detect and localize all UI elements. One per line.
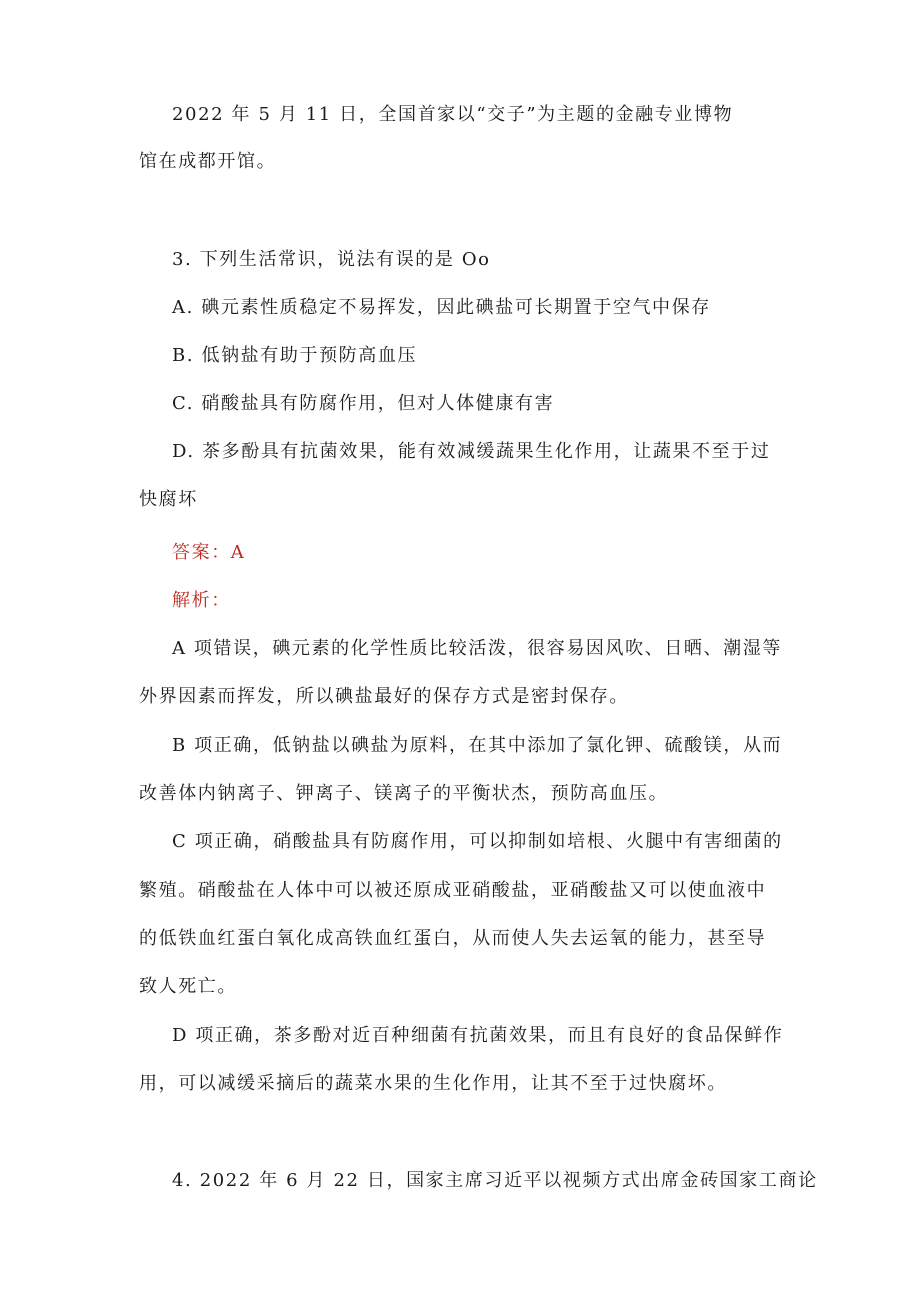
- intro-line-1: 2022 年 5 月 11 日，全国首家以“交子”为主题的金融专业博物: [172, 104, 734, 125]
- explanation-b-line: 改善体内钠离子、钾离子、镁离子的平衡状杰，预防高血压。: [139, 783, 669, 804]
- question-3-stem: 3. 下列生活常识，说法有误的是 Oo: [172, 249, 491, 270]
- explanation-a-line: A 项错误，碘元素的化学性质比较活泼，很容易因风吹、日晒、潮湿等: [172, 638, 782, 659]
- question-3-option-a: A. 碘元素性质稳定不易挥发，因此碘盐可长期置于空气中保存: [172, 297, 711, 318]
- question-3-option-c: C. 硝酸盐具有防腐作用，但对人体健康有害: [172, 393, 555, 414]
- question-4-stem: 4. 2022 年 6 月 22 日，国家主席习近平以视频方式出席金砖国家工商论: [172, 1170, 818, 1191]
- question-3-option-d: D. 茶多酚具有抗菌效果，能有效减缓蔬果生化作用，让蔬果不至于过: [172, 441, 771, 462]
- question-3-option-b: B. 低钠盐有助于预防高血压: [172, 345, 418, 366]
- analysis-label: 解析：: [172, 590, 231, 611]
- explanation-c-line: 致人死亡。: [139, 976, 237, 997]
- question-3-option-d-cont: 快腐坏: [139, 489, 198, 510]
- explanation-b-line: B 项正确，低钠盐以碘盐为原料，在其中添加了氯化钾、硫酸镁，从而: [172, 735, 783, 756]
- explanation-c-line: 繁殖。硝酸盐在人体中可以被还原成亚硝酸盐，亚硝酸盐又可以使血液中: [139, 880, 767, 901]
- answer-label: 答案：A: [172, 542, 246, 563]
- explanation-c-line: 的低铁血红蛋白氧化成高铁血红蛋白，从而使人失去运氧的能力，甚至导: [139, 928, 767, 949]
- intro-line-2: 馆在成都开馆。: [139, 151, 277, 172]
- explanation-a-line: 外界因素而挥发，所以碘盐最好的保存方式是密封保存。: [139, 686, 629, 707]
- explanation-c-line: C 项正确，硝酸盐具有防腐作用，可以抑制如培根、火腿中有害细菌的: [172, 831, 783, 852]
- explanation-d-line: D 项正确，茶多酚对近百种细菌有抗菌效果，而且有良好的食品保鲜作: [172, 1025, 784, 1046]
- explanation-d-line: 用，可以减缓采摘后的蔬菜水果的生化作用，让其不至于过快腐坏。: [139, 1073, 727, 1094]
